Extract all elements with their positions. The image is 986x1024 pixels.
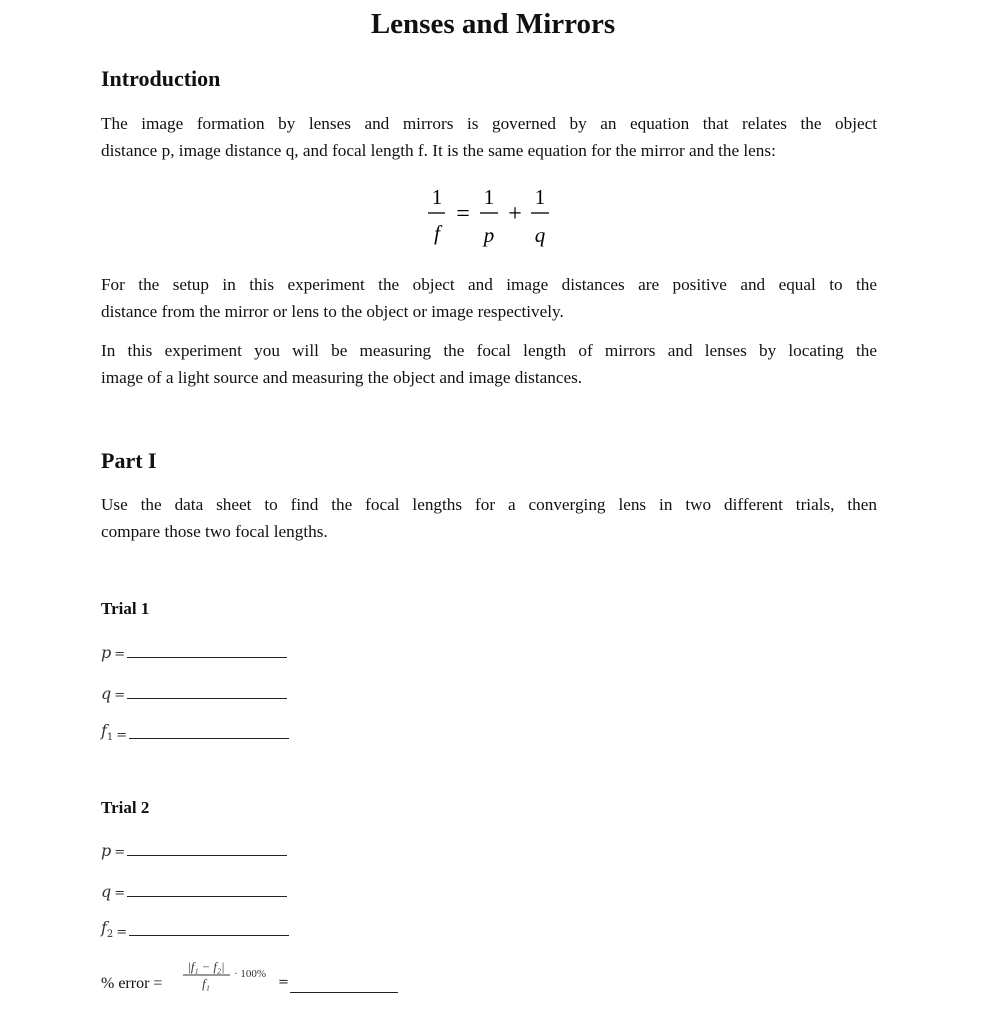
trial-2-f-equals: = <box>116 925 128 940</box>
trial-2-p-label: p <box>101 841 112 860</box>
trial-2-f-subscript: 2 <box>106 929 114 940</box>
part-1-instructions <box>101 491 877 545</box>
trial-2-q-label: q <box>101 882 112 901</box>
percent-error-equals: = <box>278 975 289 990</box>
intro-paragraph-3 <box>101 337 877 391</box>
intro-paragraph-1 <box>101 110 877 164</box>
trial-2-q-equals: = <box>114 886 126 901</box>
trial-1-p-blank[interactable] <box>127 643 287 658</box>
trial-2-f-blank[interactable] <box>129 921 289 936</box>
page-title: Lenses and Mirrors <box>370 8 616 40</box>
intro-paragraph-3-line-1: In this experiment you will be measuring the focal length of mirrors and lenses by locating the <box>101 341 877 360</box>
trial-2-q-blank[interactable] <box>127 882 287 897</box>
trial-1-f-blank[interactable] <box>129 724 289 739</box>
trial-1-p-equals: = <box>114 647 126 662</box>
introduction-heading: Introduction <box>101 66 221 91</box>
error-denominator: f₁ <box>202 977 210 991</box>
trial-1-q-blank[interactable] <box>127 684 287 699</box>
trial-1-f-subscript: 1 <box>106 732 114 743</box>
trial-1-p-label: p <box>101 643 112 662</box>
eq-lhs-numerator: 1 <box>431 185 443 209</box>
intro-paragraph-1-line-1: The image formation by lenses and mirrors is governed by an equation that relates the object <box>101 114 877 133</box>
trial-2-heading: Trial 2 <box>101 798 150 817</box>
lens-equation <box>415 180 565 252</box>
trial-2-q-field[interactable] <box>101 877 287 901</box>
intro-paragraph-2-line-1: For the setup in this experiment the object and image distances are positive and equal to the <box>101 275 877 294</box>
intro-paragraph-2 <box>101 271 877 325</box>
error-multiplier: · 100% <box>234 968 267 980</box>
intro-paragraph-2-line-2: distance from the mirror or lens to the object or image respectively. <box>101 302 564 321</box>
trial-2-p-equals: = <box>114 845 126 860</box>
trial-1-f-equals: = <box>116 728 128 743</box>
percent-error-fraction <box>178 955 288 995</box>
trial-2-f-label: $f_2$ <box>101 917 114 940</box>
eq-rhs1-denominator: p <box>483 223 495 247</box>
part-1-instructions-line-1: Use the data sheet to find the focal lengths for a converging lens in two different trials, then <box>101 495 877 514</box>
percent-error-label: % error = <box>101 975 163 992</box>
intro-paragraph-1-line-2: distance p, image distance q, and focal length f. It is the same equation for the mirror and the lens: <box>101 141 776 160</box>
trial-1-q-equals: = <box>114 688 126 703</box>
eq-lhs-denominator: f <box>434 221 440 245</box>
trial-1-f-field[interactable] <box>101 719 289 743</box>
eq-plus-sign: + <box>508 201 522 227</box>
eq-equals-sign: = <box>456 201 470 227</box>
trial-2-p-blank[interactable] <box>127 841 287 856</box>
part-1-heading: Part I <box>101 448 157 473</box>
error-numerator: |f₁ − f₂| <box>187 960 225 974</box>
trial-2-f-field[interactable] <box>101 916 289 940</box>
trial-1-q-label: q <box>101 684 112 703</box>
eq-rhs1-numerator: 1 <box>483 185 495 209</box>
intro-paragraph-3-line-2: image of a light source and measuring the object and image distances. <box>101 368 583 387</box>
eq-rhs2-denominator: q <box>534 223 546 247</box>
trial-2-p-field[interactable] <box>101 836 287 860</box>
trial-1-q-field[interactable] <box>101 679 287 703</box>
trial-1-f-label: $f_1$ <box>101 720 114 743</box>
trial-1-heading: Trial 1 <box>101 599 150 618</box>
trial-1-p-field[interactable] <box>101 638 287 662</box>
part-1-instructions-line-2: compare those two focal lengths. <box>101 522 328 541</box>
eq-rhs2-numerator: 1 <box>534 185 546 209</box>
percent-error-blank[interactable] <box>290 978 398 993</box>
